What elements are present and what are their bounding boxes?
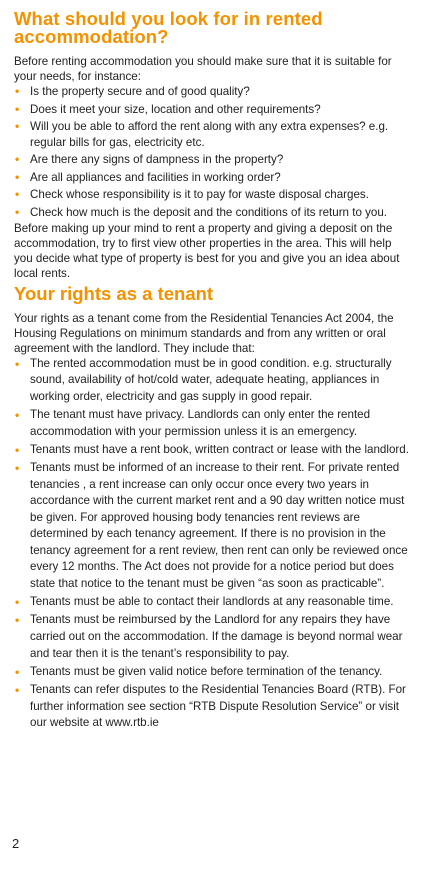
bullet-icon: •	[15, 442, 20, 457]
list-item-text: Tenants must be able to contact their landlords at any reasonable time.	[30, 595, 394, 609]
list-item	[14, 84, 411, 100]
list-item-text: Is the property secure and of good quality?	[30, 85, 250, 98]
bullet-icon: •	[15, 152, 20, 167]
list-item-text: The tenant must have privacy. Landlords can only enter the rented accommodation with your permission unless it is an emergency.	[30, 407, 371, 438]
list-item	[14, 187, 411, 203]
list-item-text: Tenants must be reimbursed by the Landlord for any repairs they have carried out on the accommodation. If the damage is beyond normal wear and tear then it is the tenant’s responsibility to pay.	[30, 613, 403, 660]
list-item	[14, 594, 411, 611]
list-item-text: Check how much is the deposit and the conditions of its return to you.	[30, 206, 388, 220]
bullet-icon: •	[15, 613, 20, 628]
list-item	[14, 205, 411, 221]
list-item-text: Are there any signs of dampness in the property?	[30, 153, 284, 167]
list-item-text: Tenants can refer disputes to the Residential Tenancies Board (RTB). For further information see section “RTB Dispute Resolution Service” or visit our website at www.rtb.ie	[30, 683, 406, 730]
list-item-text: Are all appliances and facilities in working order?	[30, 170, 281, 184]
rights-intro-paragraph: Your rights as a tenant come from the Residential Tenancies Act 2004, the Housing Regulations on minimum standards and from any written or oral agreement with the landlord. They include that:	[14, 311, 394, 355]
list-item-text: Tenants must be given valid notice before termination of the tenancy.	[30, 664, 383, 678]
bullet-icon: •	[15, 169, 20, 184]
list-item	[14, 407, 411, 440]
rights-bullet-list	[14, 356, 411, 732]
list-item	[14, 170, 411, 186]
list-item	[14, 682, 411, 732]
list-item	[14, 612, 411, 662]
list-item	[14, 442, 411, 459]
section-closing-paragraph: Before making up your mind to rent a property and giving a deposit on the accommodation, try to first view other properties in the area. This will help you decide what type of property is best for you and give you an idea about local rents.	[14, 221, 400, 280]
bullet-icon: •	[15, 595, 20, 610]
section-title-rented-accommodation: What should you look for in rented accommodation?	[14, 8, 323, 47]
bullet-icon: •	[15, 460, 20, 475]
list-item-text: Will you be able to afford the rent along with any extra expenses? e.g. regular bills for gas, electricity etc.	[30, 120, 389, 149]
list-item	[14, 356, 411, 406]
bullet-icon: •	[15, 205, 20, 220]
list-item-text: Check whose responsibility is it to pay for waste disposal charges.	[30, 188, 369, 202]
section-intro-paragraph: Before renting accommodation you should make sure that it is suitable for your needs, for instance:	[14, 55, 392, 83]
list-item-text: The rented accommodation must be in good condition. e.g. structurally sound, availability of hot/cold water, adequate heating, appliances in working order, electricity and gas supply in good repair.	[30, 356, 392, 403]
checklist-bullet-list	[14, 84, 411, 221]
bullet-icon: •	[15, 683, 20, 697]
bullet-icon: •	[15, 84, 20, 98]
bullet-icon: •	[15, 407, 20, 422]
list-item-text: Does it meet your size, location and other requirements?	[30, 102, 321, 116]
bullet-icon: •	[15, 101, 20, 116]
list-item-text: Tenants must have a rent book, written contract or lease with the landlord.	[30, 442, 409, 456]
page-number: 2	[12, 836, 20, 851]
list-item-text: Tenants must be informed of an increase to their rent. For private rented tenancies , a rent increase can only occur once every two years in accordance with the current market rent and a 90 day written notice must be given. For approved housing body tenancies rent reviews are determined by each tenancy agreement. If there is no provision in the tenancy agreement for a rent review, then rent can only be reviewed once every 12 months. The Act does not provide for a notice period but does state that notice to the tenant must be given “as soon as practicable”.	[30, 460, 408, 591]
list-item	[14, 460, 411, 593]
bullet-icon: •	[15, 119, 20, 134]
bullet-icon: •	[15, 187, 20, 202]
list-item	[14, 152, 411, 168]
bullet-icon: •	[15, 664, 20, 679]
list-item	[14, 119, 411, 150]
list-item	[14, 102, 411, 118]
list-item	[14, 664, 411, 681]
section-title-tenant-rights: Your rights as a tenant	[14, 282, 214, 304]
document-page	[14, 10, 411, 733]
bullet-icon: •	[15, 356, 20, 371]
